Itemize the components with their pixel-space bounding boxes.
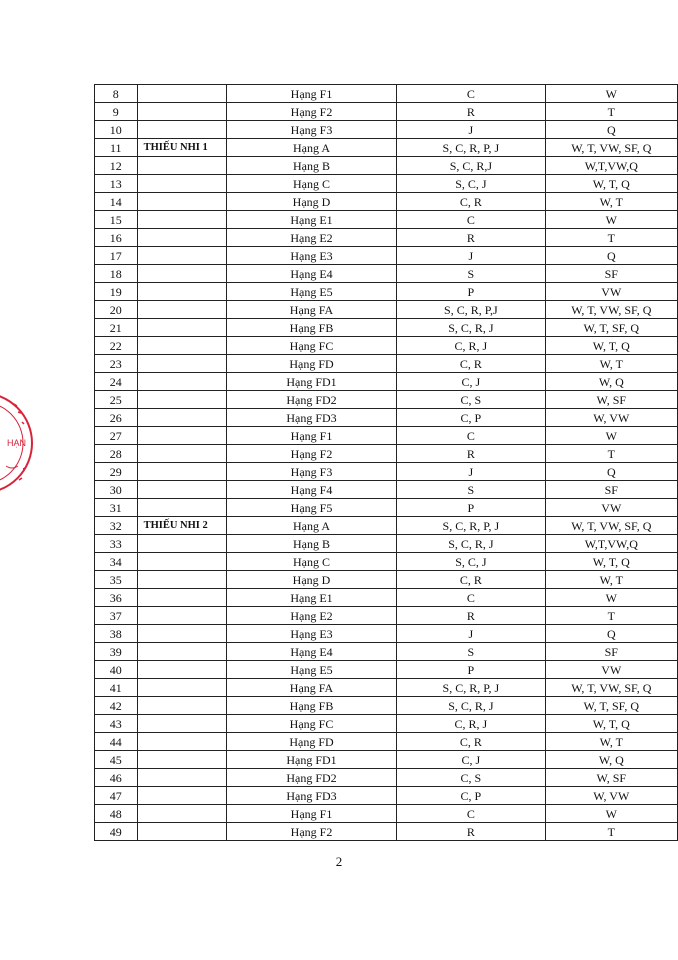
row-number-cell: 15 [95,211,138,229]
dance-codes-cell: W [545,589,677,607]
codes-cell: S [397,643,545,661]
row-number-cell: 38 [95,625,138,643]
group-cell [137,355,226,373]
dance-codes-cell: VW [545,499,677,517]
row-number-cell: 45 [95,751,138,769]
dance-codes-cell: W, VW [545,409,677,427]
row-number-cell: 36 [95,589,138,607]
table-row [95,805,678,823]
table-row [95,157,678,175]
table-row [95,121,678,139]
dance-codes-cell: W, Q [545,751,677,769]
rank-cell: Hạng FD2 [226,391,396,409]
table-row [95,463,678,481]
row-number-cell: 19 [95,283,138,301]
codes-cell: S, C, R, J [397,697,545,715]
group-cell [137,265,226,283]
dance-codes-cell: Q [545,121,677,139]
dance-codes-cell: T [545,823,677,841]
rank-cell: Hạng A [226,517,396,535]
codes-cell: S, C, R, P,J [397,301,545,319]
row-number-cell: 9 [95,103,138,121]
dance-codes-cell: W, T, VW, SF, Q [545,517,677,535]
table-row [95,193,678,211]
rank-cell: Hạng E1 [226,211,396,229]
rank-cell: Hạng E4 [226,643,396,661]
dance-codes-cell: W, T, SF, Q [545,319,677,337]
row-number-cell: 43 [95,715,138,733]
group-cell [137,661,226,679]
codes-cell: C, R [397,355,545,373]
group-cell [137,535,226,553]
row-number-cell: 28 [95,445,138,463]
codes-cell: S, C, R, J [397,535,545,553]
dance-codes-cell: W, Q [545,373,677,391]
dance-codes-cell: Q [545,625,677,643]
dance-codes-cell: W, T [545,355,677,373]
table-row [95,607,678,625]
row-number-cell: 48 [95,805,138,823]
rank-cell: Hạng E2 [226,607,396,625]
rank-cell: Hạng F3 [226,121,396,139]
rank-cell: Hạng E5 [226,661,396,679]
codes-cell: S [397,265,545,283]
codes-cell: J [397,121,545,139]
row-number-cell: 11 [95,139,138,157]
table-row [95,481,678,499]
dance-codes-cell: W, T [545,193,677,211]
row-number-cell: 41 [95,679,138,697]
table-row [95,337,678,355]
rank-cell: Hạng B [226,535,396,553]
group-cell [137,499,226,517]
group-cell [137,301,226,319]
dance-codes-cell: W, T, SF, Q [545,697,677,715]
table-row [95,697,678,715]
group-cell [137,679,226,697]
group-cell: THIẾU NHI 2 [137,517,226,535]
row-number-cell: 31 [95,499,138,517]
row-number-cell: 20 [95,301,138,319]
codes-cell: C, R, J [397,337,545,355]
row-number-cell: 39 [95,643,138,661]
group-cell [137,607,226,625]
dance-codes-cell: T [545,607,677,625]
group-cell [137,211,226,229]
group-cell [137,121,226,139]
rank-cell: Hạng B [226,157,396,175]
codes-cell: C, R [397,571,545,589]
dance-codes-cell: W, T, Q [545,553,677,571]
rank-cell: Hạng FD [226,733,396,751]
dance-codes-cell: SF [545,643,677,661]
row-number-cell: 12 [95,157,138,175]
codes-cell: C, J [397,751,545,769]
row-number-cell: 27 [95,427,138,445]
codes-cell: S, C, R, P, J [397,517,545,535]
table-row [95,427,678,445]
rank-category-table [94,84,678,841]
table-row [95,445,678,463]
rank-cell: Hạng A [226,139,396,157]
table-row [95,715,678,733]
rank-cell: Hạng F3 [226,463,396,481]
group-cell [137,823,226,841]
group-cell [137,733,226,751]
codes-cell: S, C, R, P, J [397,679,545,697]
rank-cell: Hạng E2 [226,229,396,247]
codes-cell: S, C, R, J [397,319,545,337]
table-row [95,283,678,301]
codes-cell: S, C, R,J [397,157,545,175]
dance-codes-cell: W [545,211,677,229]
table-row [95,589,678,607]
group-cell [137,751,226,769]
table-body [95,85,678,841]
dance-codes-cell: W,T,VW,Q [545,535,677,553]
codes-cell: S, C, R, P, J [397,139,545,157]
table-row [95,571,678,589]
table-row [95,679,678,697]
codes-cell: J [397,625,545,643]
dance-codes-cell: W, T, VW, SF, Q [545,679,677,697]
table-row [95,787,678,805]
codes-cell: C, P [397,787,545,805]
row-number-cell: 33 [95,535,138,553]
table-row [95,823,678,841]
row-number-cell: 37 [95,607,138,625]
row-number-cell: 22 [95,337,138,355]
codes-cell: C, P [397,409,545,427]
dance-codes-cell: SF [545,481,677,499]
row-number-cell: 35 [95,571,138,589]
dance-codes-cell: T [545,445,677,463]
row-number-cell: 17 [95,247,138,265]
table-row [95,643,678,661]
dance-codes-cell: W, SF [545,391,677,409]
codes-cell: C [397,211,545,229]
group-cell [137,625,226,643]
group-cell [137,715,226,733]
rank-cell: Hạng F2 [226,445,396,463]
rank-cell: Hạng FC [226,715,396,733]
codes-cell: C [397,427,545,445]
row-number-cell: 32 [95,517,138,535]
group-cell [137,481,226,499]
rank-cell: Hạng FD1 [226,373,396,391]
dance-codes-cell: Q [545,463,677,481]
dance-codes-cell: W, T, Q [545,337,677,355]
dance-codes-cell: W, T [545,733,677,751]
table-row [95,391,678,409]
codes-cell: C, J [397,373,545,391]
rank-cell: Hạng F1 [226,427,396,445]
row-number-cell: 18 [95,265,138,283]
rank-cell: Hạng D [226,193,396,211]
table-row [95,211,678,229]
codes-cell: C [397,85,545,103]
dance-codes-cell: W [545,805,677,823]
group-cell [137,157,226,175]
table-row [95,733,678,751]
dance-codes-cell: VW [545,283,677,301]
group-cell [137,283,226,301]
rank-cell: Hạng F1 [226,85,396,103]
group-cell [137,229,226,247]
group-cell [137,193,226,211]
dance-codes-cell: T [545,229,677,247]
dance-codes-cell: T [545,103,677,121]
dance-codes-cell: Q [545,247,677,265]
group-cell [137,373,226,391]
codes-cell: C, S [397,391,545,409]
codes-cell: S, C, J [397,553,545,571]
group-cell [137,553,226,571]
row-number-cell: 21 [95,319,138,337]
dance-codes-cell: W, T, Q [545,175,677,193]
rank-cell: Hạng FA [226,679,396,697]
rank-cell: Hạng E3 [226,625,396,643]
rank-cell: Hạng F4 [226,481,396,499]
dance-codes-cell: W, SF [545,769,677,787]
row-number-cell: 24 [95,373,138,391]
codes-cell: S [397,481,545,499]
red-seal-stamp [0,378,36,508]
rank-cell: Hạng FC [226,337,396,355]
group-cell [137,445,226,463]
codes-cell: S, C, J [397,175,545,193]
rank-cell: Hạng F1 [226,805,396,823]
codes-cell: P [397,283,545,301]
group-cell [137,247,226,265]
dance-codes-cell: VW [545,661,677,679]
row-number-cell: 44 [95,733,138,751]
table-row [95,139,678,157]
row-number-cell: 34 [95,553,138,571]
codes-cell: P [397,661,545,679]
group-cell [137,175,226,193]
dance-codes-cell: W, T [545,571,677,589]
group-cell [137,337,226,355]
rank-cell: Hạng C [226,175,396,193]
rank-cell: Hạng FB [226,697,396,715]
codes-cell: P [397,499,545,517]
table-row [95,751,678,769]
group-cell [137,643,226,661]
rank-cell: Hạng FD3 [226,409,396,427]
codes-cell: R [397,445,545,463]
row-number-cell: 40 [95,661,138,679]
codes-cell: C [397,805,545,823]
group-cell [137,427,226,445]
group-cell [137,319,226,337]
page-number: 2 [335,854,343,869]
rank-cell: Hạng FD [226,355,396,373]
codes-cell: R [397,229,545,247]
row-number-cell: 29 [95,463,138,481]
codes-cell: R [397,823,545,841]
row-number-cell: 23 [95,355,138,373]
dance-codes-cell: SF [545,265,677,283]
row-number-cell: 30 [95,481,138,499]
group-cell [137,589,226,607]
codes-cell: C, R [397,193,545,211]
table-row [95,553,678,571]
table-row [95,409,678,427]
table-row [95,319,678,337]
row-number-cell: 25 [95,391,138,409]
codes-cell: C, R [397,733,545,751]
codes-cell: R [397,103,545,121]
group-cell: THIẾU NHI 1 [137,139,226,157]
group-cell [137,787,226,805]
rank-cell: Hạng FD3 [226,787,396,805]
table-row [95,103,678,121]
row-number-cell: 16 [95,229,138,247]
codes-cell: J [397,247,545,265]
row-number-cell: 26 [95,409,138,427]
group-cell [137,805,226,823]
row-number-cell: 46 [95,769,138,787]
table-row [95,661,678,679]
row-number-cell: 47 [95,787,138,805]
group-cell [137,769,226,787]
rank-cell: Hạng FD2 [226,769,396,787]
codes-cell: C, S [397,769,545,787]
rank-cell: Hạng FD1 [226,751,396,769]
codes-cell: C [397,589,545,607]
rank-cell: Hạng E5 [226,283,396,301]
dance-codes-cell: W, VW [545,787,677,805]
dance-codes-cell: W [545,85,677,103]
group-cell [137,571,226,589]
table-row [95,499,678,517]
codes-cell: C, R, J [397,715,545,733]
dance-codes-cell: W [545,427,677,445]
table-row [95,373,678,391]
dance-codes-cell: W,T,VW,Q [545,157,677,175]
table-row [95,517,678,535]
rank-cell: Hạng FA [226,301,396,319]
table-row [95,625,678,643]
codes-cell: R [397,607,545,625]
group-cell [137,391,226,409]
row-number-cell: 42 [95,697,138,715]
table-row [95,535,678,553]
table-row [95,247,678,265]
rank-cell: Hạng F5 [226,499,396,517]
rank-cell: Hạng E3 [226,247,396,265]
svg-text:HẠN: HẠN [7,438,27,448]
codes-cell: J [397,463,545,481]
rank-cell: Hạng F2 [226,103,396,121]
rank-cell: Hạng D [226,571,396,589]
table-row [95,85,678,103]
dance-codes-cell: W, T, Q [545,715,677,733]
rank-cell: Hạng E1 [226,589,396,607]
row-number-cell: 10 [95,121,138,139]
group-cell [137,463,226,481]
row-number-cell: 8 [95,85,138,103]
rank-cell: Hạng C [226,553,396,571]
table-row [95,355,678,373]
table-row [95,265,678,283]
dance-codes-cell: W, T, VW, SF, Q [545,301,677,319]
group-cell [137,85,226,103]
row-number-cell: 14 [95,193,138,211]
table-row [95,229,678,247]
group-cell [137,697,226,715]
rank-cell: Hạng FB [226,319,396,337]
rank-cell: Hạng F2 [226,823,396,841]
group-cell [137,409,226,427]
dance-codes-cell: W, T, VW, SF, Q [545,139,677,157]
row-number-cell: 13 [95,175,138,193]
table-row [95,301,678,319]
rank-cell: Hạng E4 [226,265,396,283]
table-row [95,175,678,193]
table-row [95,769,678,787]
group-cell [137,103,226,121]
row-number-cell: 49 [95,823,138,841]
